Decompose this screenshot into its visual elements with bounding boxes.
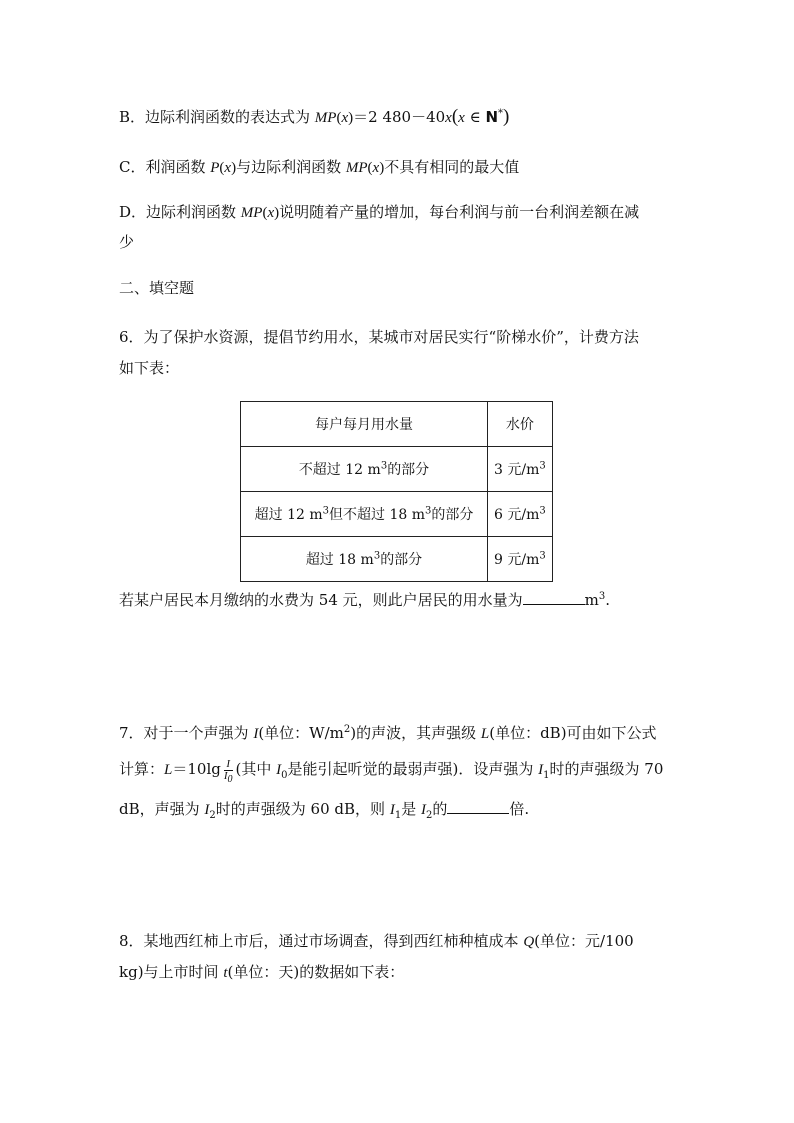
option-d-line1: D．边际利润函数 MP(x)说明随着产量的增加，每台利润与前一台利润差额在减 (119, 203, 640, 221)
q7-line3: dB，声强为 $I_2$时的声强级为 60 dB，则 $I_1$是 $I_2$的 倍. (119, 800, 530, 821)
fraction-I-over-I0: $\frac{I}{I_0}$ (223, 757, 233, 785)
option-b: B．边际利润函数的表达式为 MP(x)＝2 480－40x(x ∈ N*) (119, 106, 510, 127)
header-usage: 每户每月用水量 (241, 402, 488, 447)
water-price-table (240, 401, 553, 582)
table-row: 超过 18 $m^3$的部分 9 元$/m^3$ (241, 537, 553, 582)
header-price: 水价 (488, 402, 553, 447)
table-row: 不超过 12 $m^3$的部分 3 元$/m^3$ (241, 447, 553, 492)
q6-line2: 如下表： (119, 359, 180, 377)
q7-line1: 7．对于一个声强为 I(单位：$W/m^2$)的声波，其声强级 L(单位：dB)可由如下公式 (119, 724, 657, 742)
section-heading: 二、填空题 (119, 279, 195, 297)
table-header-row (241, 402, 553, 447)
answer-blank[interactable] (523, 589, 585, 605)
option-c: C．利润函数 P(x)与边际利润函数 MP(x)不具有相同的最大值 (119, 158, 520, 176)
answer-blank[interactable] (447, 798, 509, 814)
option-d-line2: 少 (119, 233, 135, 251)
q6-line1: 6．为了保护水资源，提倡节约用水，某城市对居民实行“阶梯水价”，计费方法 (119, 328, 639, 346)
q6-after-table: 若某户居民本月缴纳的水费为 54 元，则此户居民的用水量为 $m^3$. (119, 591, 611, 609)
q8-line2: kg)与上市时间 t(单位：天)的数据如下表： (119, 963, 405, 981)
q7-line2: 计算：L＝10lg $\frac{I}{I_0}$ (其中 $I_0$是能引起听觉的最弱声强)．设声强为 $I_1$时的声强级为 70 (119, 757, 664, 785)
q8-line1: 8．某地西红柿上市后，通过市场调查，得到西红柿种植成本 Q(单位：元/100 (119, 932, 634, 950)
table-row: 超过 12 $m^3$但不超过 18 $m^3$的部分 6 元$/m^3$ (241, 492, 553, 537)
